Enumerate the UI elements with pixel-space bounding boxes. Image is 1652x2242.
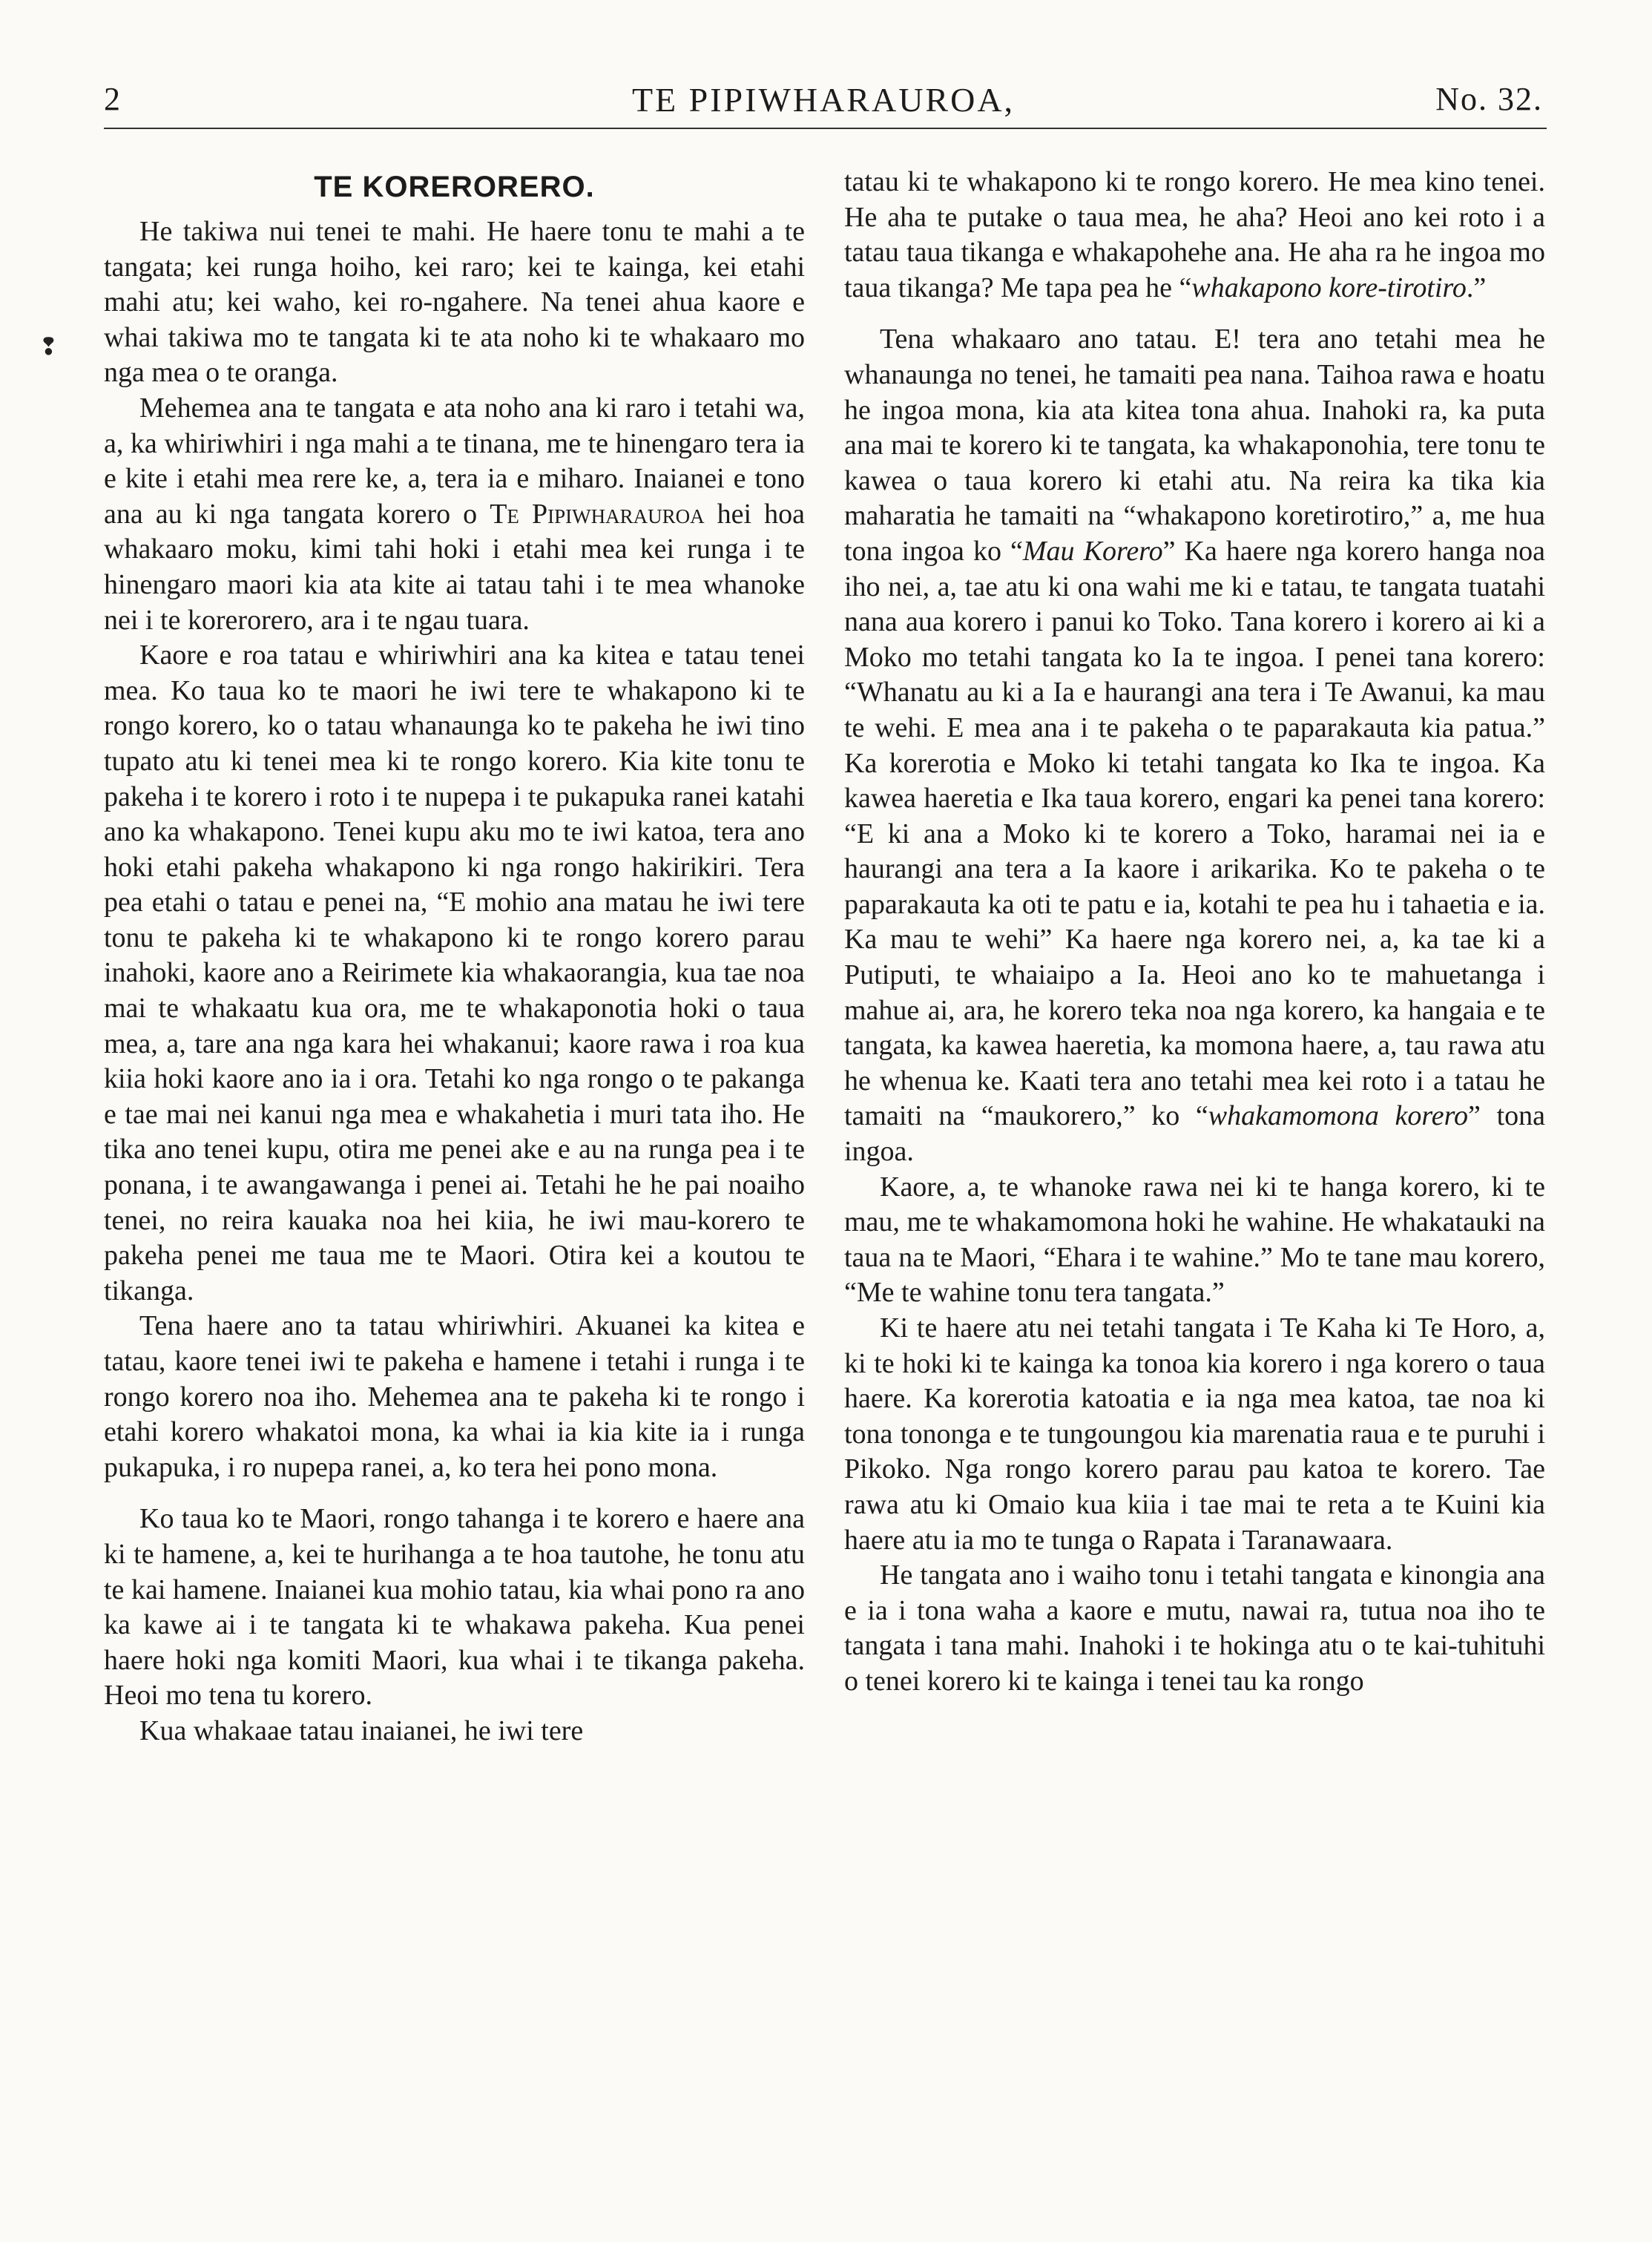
italic-term: Mau Korero — [1022, 535, 1163, 567]
paragraph: Kaore, a, te whanoke rawa nei ki te hanga korero, ki te mau, me te whakamomona hoki he wahine. He whakatauki na taua na te Maori, “Ehara i te wahine.” Mo te tane mau korero, “Me te wahine tonu tera tangata.” — [844, 1171, 1545, 1309]
article-title: TE KORERORERO. — [314, 171, 595, 203]
page-number: 2 — [104, 81, 120, 117]
paragraph: Kua whakaae tatau inaianei, he iwi tere — [139, 1715, 584, 1746]
issue-number: No. 32. — [1435, 81, 1543, 117]
publication-name: Te Pipiwharauroa — [490, 498, 705, 530]
paragraph-continued: tatau ki te whakapono ki te rongo korero. He mea kino tenei. He aha te putake o taua mea, he aha? Heoi ano kei roto i a tatau taua tikanga e whakapohehe ana. He aha ra he ingoa mo taua tikanga? Me tapa pea he “whakapono kore-tirotiro.” — [844, 166, 1545, 303]
margin-mark: ❢ — [39, 333, 59, 360]
italic-term: whakamomona korero — [1208, 1100, 1469, 1132]
paragraph: Ki te haere atu nei tetahi tangata i Te Kaha ki Te Horo, a, ki te hoki ki te kainga ka tonoa kia korero i nga korero o taua haere. Ka korerotia katoatia e ia nga mea katoa, tae noa ki tona tononga e te tungoungou kia marenatia raua e te puruhi i Pikoko. Nga rongo korero parau pau katoa te korero. Tae rawa atu ki Omaio kua kiia i tae mai te reta a te Kuini kia haere atu ia mo te tunga o Rapata i Taranawaara. — [844, 1312, 1545, 1556]
left-column — [104, 165, 805, 1749]
italic-term: whakapono kore-tirotiro — [1191, 272, 1467, 303]
right-column — [844, 165, 1545, 1700]
publication-title: TE PIPIWHARAUROA, — [631, 81, 1016, 119]
paragraph: Kaore e roa tatau e whiriwhiri ana ka kitea e tatau tenei mea. Ko taua ko te maori he iwi tere te whakapono ki te rongo korero, ko o tatau whanaunga ko te pakeha he iwi tino tupato atu ki tenei mea ki te rongo korero. Kia kite tonu te pakeha i te korero i roto i te nupepa i te pukapuka ranei katahi ano ka whakapono. Tenei kupu aku mo te iwi katoa, tera ano hoki etahi pakeha whakapono ki nga rongo hakirikiri. Tera pea etahi o tatau e penei na, “E mohio ana matau he iwi tere tonu te pakeha ki te whakapono ki te rongo korero parau inahoki, kaore ano a Reirimete kia whakaorangia, kua tae noa mai te whakaatu kua ora, me te whakaponotia hoki o taua mea, a, tare ana nga kara hei whakanui; kaore rawa i roa kua kiia hoki kaore ano ia i ora. Tetahi ko nga rongo o te pakanga e tae mai nei kanui nga mea e whakahetia i muri tata iho. He tika ano tenei kupu, otira me penei ake e au na runga pea i te ponana, i te awangawanga i penei ai. Tetahi he he pai noaiho tenei, no reira kauaka noa hei kiia, he iwi mau-korero te pakeha penei me taua me te Maori. Otira kei a koutou te tikanga. — [104, 640, 805, 1306]
paragraph: He takiwa nui tenei te mahi. He haere tonu te mahi a te tangata; kei runga hoiho, kei raro; kei te kainga, kei etahi mahi atu; kei waho, kei ro-ngahere. Na tenei ahua kaore e whai takiwa mo te tangata ki te ata noho ki te whakaaro mo nga mea o te oranga. — [104, 216, 805, 389]
paragraph: Tena haere ano ta tatau whiriwhiri. Akuanei ka kitea e tatau, kaore tenei iwi te pakeha e hamene i tetahi i runga i te rongo korero noa iho. Mehemea ana te pakeha ki te rongo i etahi korero whakatoi mona, ka whai ia kia kite ia i runga pukapuka, i ro nupepa ranei, a, ko tera hei pono mona. — [104, 1310, 805, 1483]
page-header — [104, 80, 1543, 132]
header-rule — [104, 128, 1547, 129]
paragraph: Ko taua ko te Maori, rongo tahanga i te korero e haere ana ki te hamene, a, kei te hurihanga a te hoa tautohe, he tonu atu te kai hamene. Inaianei kua mohio tatau, kia whai pono ra ano ka kawe ai i te tangata ki te whakawa pakeha. Kua penei haere hoki nga komiti Maori, kua whai i te tikanga pakeha. Heoi mo tena tu korero. — [104, 1503, 805, 1712]
paragraph: Tena whakaaro ano tatau. E! tera ano tetahi mea he whanaunga no tenei, he tamaiti pea nana. Taihoa rawa e hoatu he ingoa mona, kia ata kitea tona ahua. Inahoki ra, ka puta ana mai te korero ki te tangata, ka whakaponohia, tere tonu te kawea o taua korero ki etahi atu. Na reira ka tika kia maharatia he tamaiti na “whakapono koretirotiro,” a, me hua tona ingoa ko “Mau Korero” Ka haere nga korero hanga noa iho nei, a, tae atu ki ona wahi me ki e tatau, te tangata tuatahi nana aua korero i panui ko Toko. Tana korero i korero ai ki a Moko mo tetahi tangata ko Ia te ingoa. I penei tana korero: “Whanatu au ki a Ia e haurangi ana tera i Te Awanui, ka mau te wehi. E mea ana i te pakeha o te paparakauta kia patua.” Ka korerotia e Moko ki tetahi tangata ko Ika te ingoa. Ka kawea haeretia e Ika taua korero, engari ka penei tana korero: “E ki ana a Moko ki te korero a Toko, haramai nei ia e haurangi ana tera a Ia kaore i arikarika. Ko te pakeha o te paparakauta ka oti te patu e ia, kotahi te pea hu i tahaetia e ia. Ka mau te wehi” Ka haere nga korero nei, a, ka tae ki a Putiputi, te whaiaipo a Ia. Heoi ano ko te mahuetanga i mahue ai, ara, he korero teka noa nga korero, ka hangaia e te tangata, ka kawea haeretia, ka momona haere, a, tau rawa atu he whenua ke. Kaati tera ano tetahi mea kei roto i a tatau he tamaiti na “maukorero,” ko “whakamomona korero” tona ingoa. — [844, 323, 1545, 1168]
paragraph: Mehemea ana te tangata e ata noho ana ki raro i tetahi wa, a, ka whiriwhiri i nga mahi a te tinana, me te hinengaro tera ia e kite i etahi mea rere ke, a, tera ia e miharo. Inaianei e tono ana au ki nga tangata korero o Te Pipiwharauroa hei hoa whakaaro moku, kimi tahi hoki i etahi mea kei runga i te hinengaro maori kia ata kite ai tatau tahi i te mea whanoke nei i te korerorero, ara i te ngau tuara. — [104, 392, 805, 636]
paragraph: He tangata ano i waiho tonu i tetahi tangata e kinongia ana e ia i tona waha a kaore e mutu, nawai ra, tutua noa iho te tangata i tana mahi. Inahoki i te hokinga atu o te kai-tuhituhi o tenei korero ki te kainga i tenei tau ka rongo — [844, 1559, 1545, 1697]
